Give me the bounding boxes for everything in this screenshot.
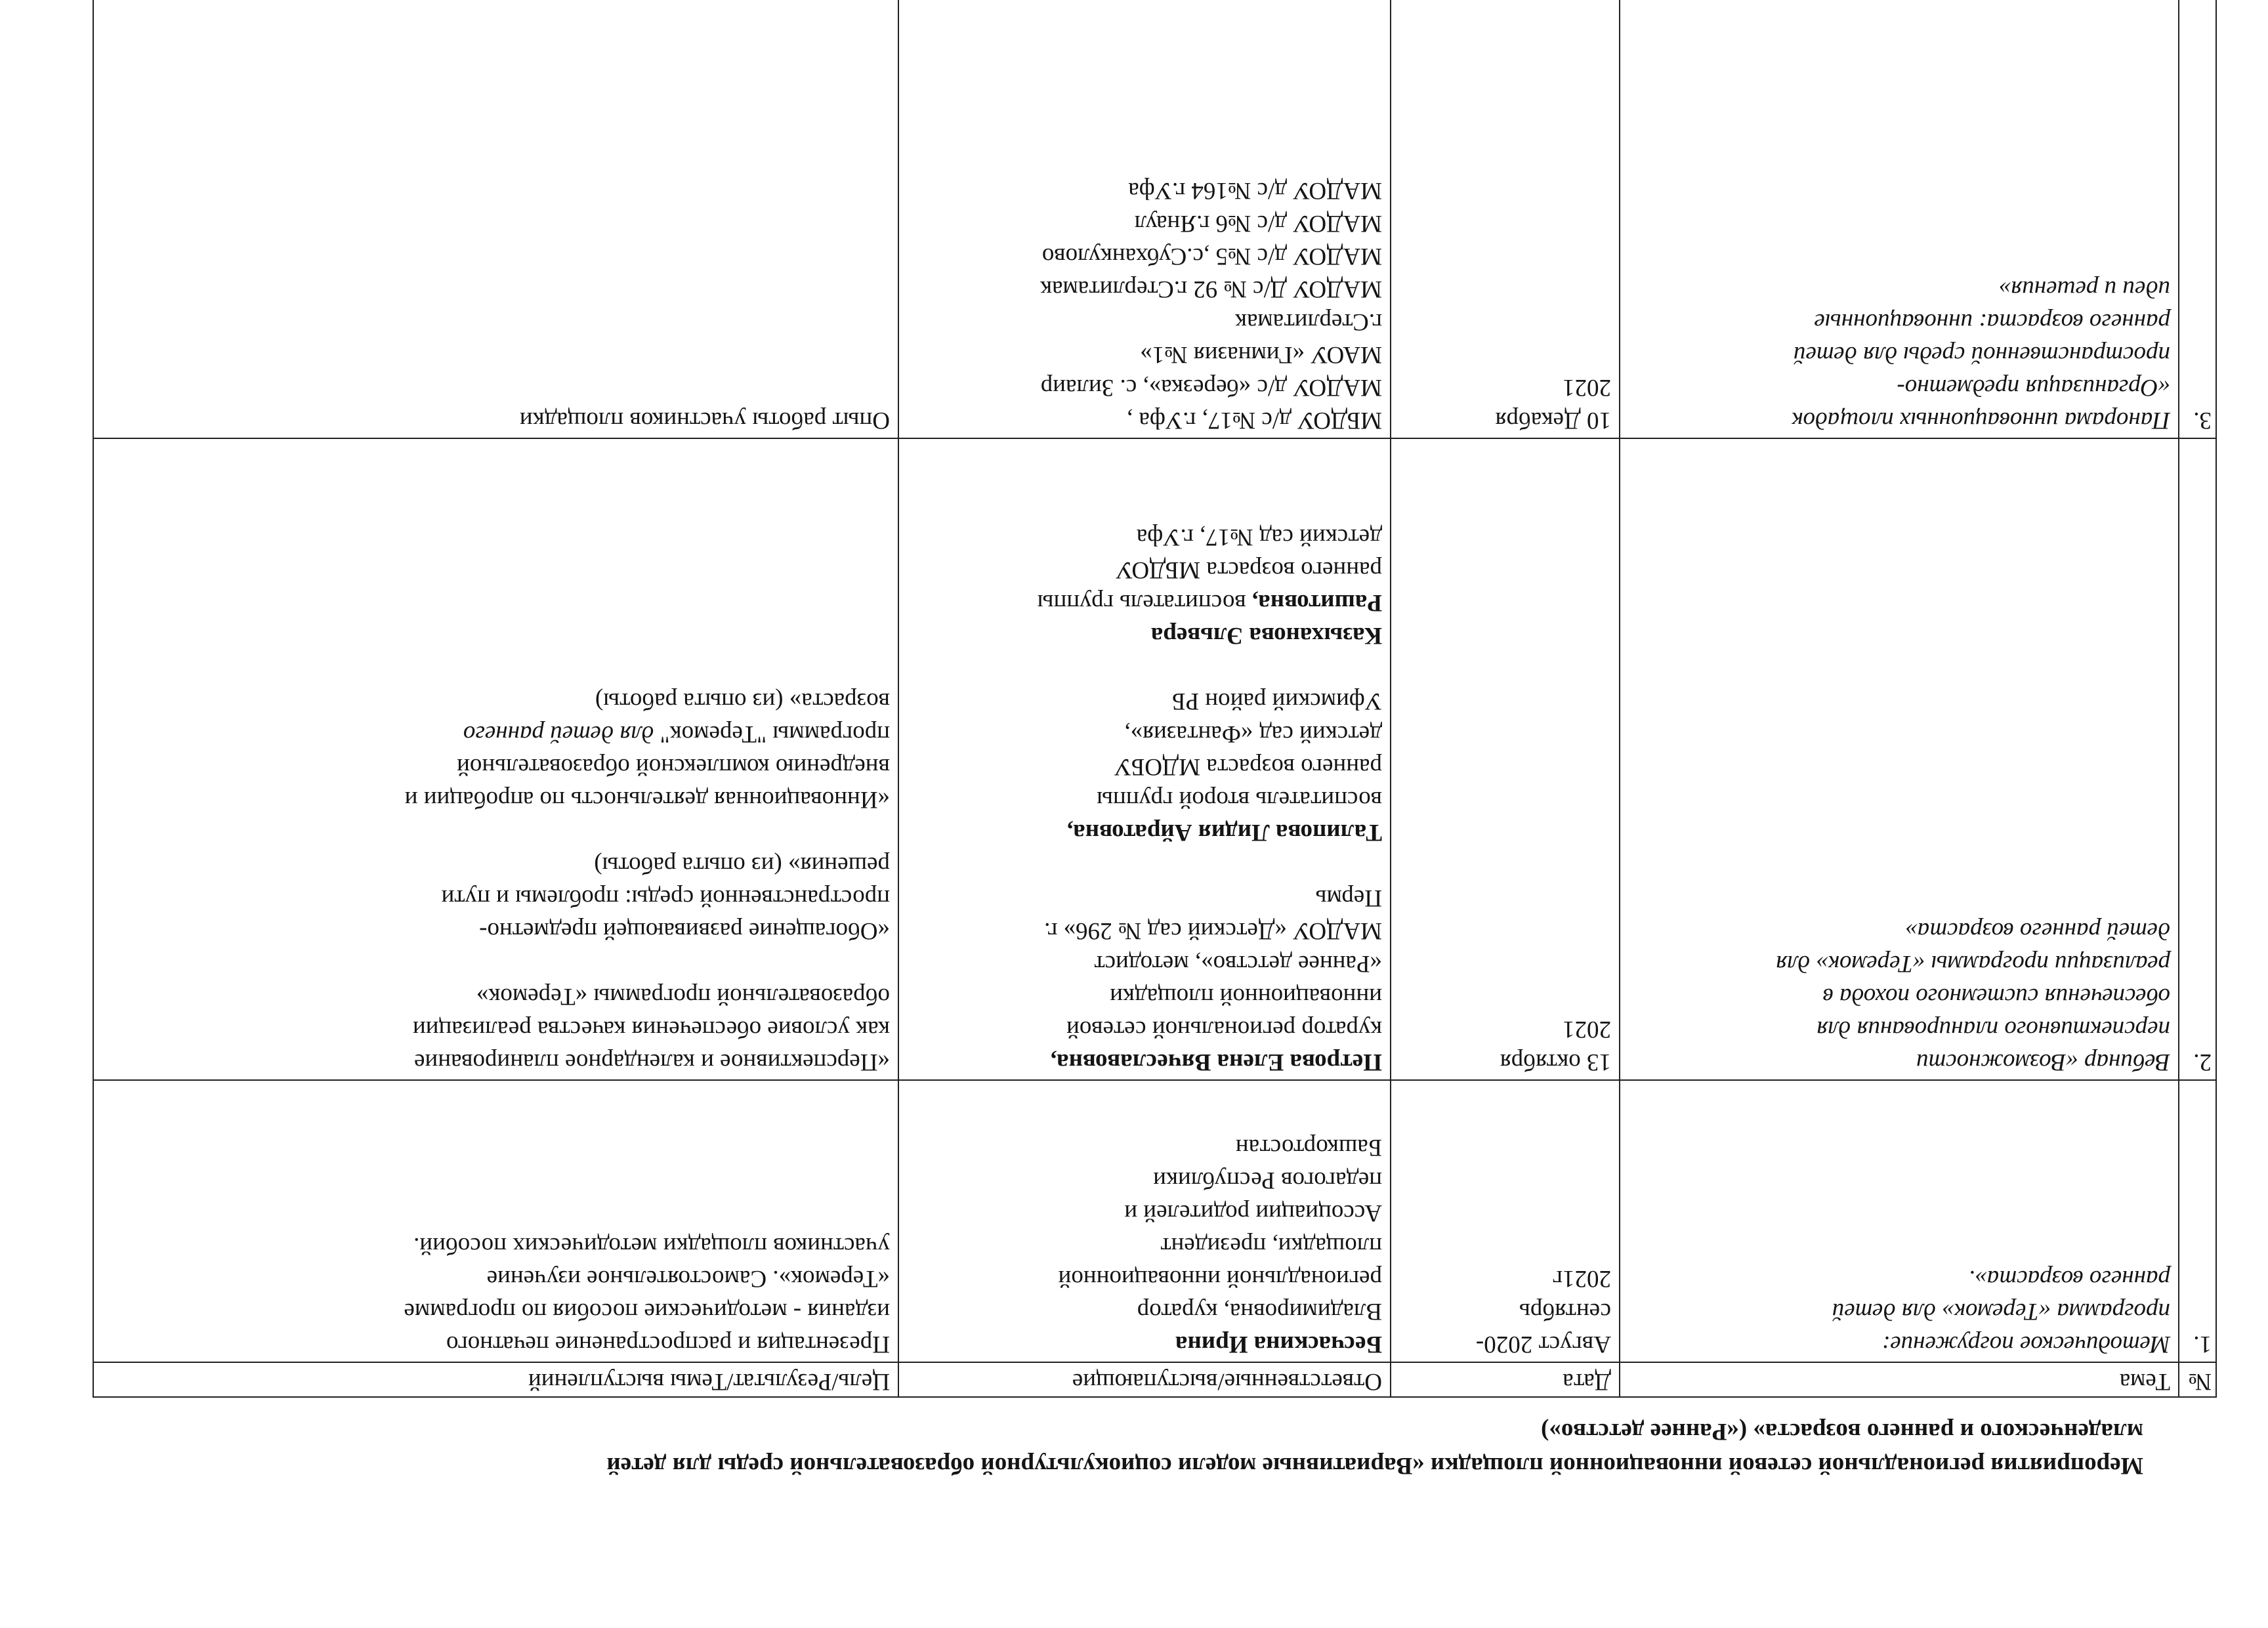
responsible-text: куратор региональной сетевой — [1066, 1016, 1382, 1043]
text-line: 2021 — [1563, 1016, 1611, 1043]
row-number-text: 2. — [2193, 1049, 2212, 1075]
text-line: участников площадки методических пособий. — [413, 1232, 890, 1259]
responsible-name: Бесчаскина Ирина — [1175, 1331, 1382, 1358]
text-line: возраста» (из опыта работы) — [595, 688, 890, 715]
topic-cell — [1620, 438, 2179, 1080]
date-cell — [1391, 1080, 1620, 1362]
text-line: программа «Теремок» для детей — [1832, 1298, 2170, 1325]
responsible-text: МБДОУ д/с №17, г.Уфа , — [1127, 407, 1382, 434]
responsible-cell — [898, 1080, 1391, 1362]
responsible-name: Рашитовна, воспитатель группы — [1037, 589, 1382, 616]
table-row — [93, 1080, 2216, 1362]
text-line — [102, 816, 890, 848]
row-number-text: 1. — [2193, 1331, 2212, 1358]
document-heading — [43, 1414, 2143, 1482]
text-line: обеспечения системного похода в — [1822, 983, 2170, 1010]
responsible-name: Петрова Елена Вячеславовна, — [1050, 1049, 1382, 1075]
table-row — [93, 438, 2216, 1080]
text-line: Методическое погружение: — [1881, 1331, 2170, 1358]
date-cell — [1391, 438, 1620, 1080]
responsible-text: Пермь — [1315, 885, 1382, 911]
result-cell — [93, 1080, 898, 1362]
text-line: 10 Декабря — [1495, 407, 1611, 434]
responsible-text: МАОУ «Гимназия №1» — [1140, 341, 1382, 368]
responsible-text: Ассоциации родителей и — [1124, 1200, 1382, 1226]
responsible-text: раннего возраста МБДОУ — [1116, 556, 1382, 583]
responsible-text: МАДОУ д/с №164 г.Уфа — [1128, 177, 1382, 204]
text-line: образовательной программы «Теремок» — [476, 983, 890, 1010]
topic-cell — [1620, 1080, 2179, 1362]
events-table — [93, 0, 2217, 1398]
text-line: Опыт работы участников площадки — [519, 407, 890, 434]
text-line: сентябрь — [1519, 1298, 1611, 1325]
column-header-date: Дата — [1391, 1362, 1620, 1397]
text-line: пространственной среды: проблемы и пути — [441, 885, 890, 911]
column-header-responsible: Ответственные/выступающие — [898, 1362, 1391, 1397]
responsible-name: Казыханова Эльвера — [1150, 622, 1382, 649]
responsible-cell — [898, 0, 1391, 438]
text-line — [102, 947, 890, 980]
responsible-text: МАДОУ Д/с № 92 г.Стерлитамак — [1040, 276, 1382, 303]
responsible-text: детский сад №17, г.Уфа — [1136, 524, 1382, 551]
responsible-text — [907, 652, 1382, 684]
responsible-text: воспитатель второй группы — [1097, 786, 1382, 813]
text-line: идеи и решения» — [1998, 276, 2170, 303]
text-line: Презентация и распространение печатного — [446, 1331, 890, 1358]
responsible-text: МАДОУ д/с №6 г.Янаул — [1134, 210, 1382, 237]
text-line: раннего возраста». — [1968, 1265, 2170, 1292]
text-line: издания - методические пособия по программе — [404, 1298, 890, 1325]
responsible-text: педагогов Республики — [1153, 1167, 1382, 1194]
text-line: раннего возраста: инновационные — [1814, 308, 2170, 335]
text-line: перспективного планирования для — [1816, 1016, 2170, 1043]
text-line: «Теремок». Самостоятельное изучение — [486, 1265, 890, 1292]
text-line: как условие обеспечения качества реализации — [412, 1016, 890, 1043]
row-number — [2179, 1080, 2216, 1362]
text-line: решения» (из опыта работы) — [594, 852, 890, 879]
responsible-text: Уфимский район РБ — [1171, 688, 1382, 715]
responsible-text: МАДОУ д/с «березка», с. Зилаир — [1040, 374, 1382, 401]
text-line: Август 2020- — [1475, 1331, 1611, 1358]
responsible-text: раннего возраста МДОБУ — [1114, 753, 1382, 780]
responsible-text: МАДОУ «Детский сад № 296» г. — [1044, 917, 1382, 944]
text-line: «Обогащение развивающей предметно- — [479, 917, 890, 944]
date-cell — [1391, 0, 1620, 438]
responsible-name: Талипова Лидия Айратовна, — [1067, 819, 1382, 846]
responsible-text: г.Стерлитамак — [1235, 308, 1382, 335]
responsible-cell — [898, 438, 1391, 1080]
responsible-text: МАДОУ д/с №5 ,с.Субханкулово — [1041, 243, 1382, 270]
table-header-row — [93, 1362, 2216, 1397]
text-line: детей раннего возраста» — [1905, 917, 2170, 944]
responsible-text: Владимировна, куратор — [1137, 1298, 1382, 1325]
row-number — [2179, 0, 2216, 438]
text-line: Панорама инновационных площадок — [1792, 407, 2170, 434]
text-line: внедрению комплексной образовательной — [457, 753, 890, 780]
responsible-text: «Раннее детство», методист — [1094, 950, 1382, 977]
responsible-text: инновационной площадки — [1110, 983, 1382, 1010]
topic-cell — [1620, 0, 2179, 438]
text-line: 2021г — [1552, 1265, 1611, 1292]
text-line: «Инновационная деятельность по апробации и — [404, 786, 890, 813]
text-line: «Организация предметно- — [1897, 374, 2170, 401]
text-line: пространственной среды для детей — [1793, 341, 2170, 368]
text-line: 13 октября — [1500, 1049, 1611, 1075]
responsible-text: регионадльной инновационной — [1058, 1265, 1382, 1292]
row-number — [2179, 438, 2216, 1080]
responsible-text: площадки, президент — [1160, 1232, 1382, 1259]
column-header-result: Цель/Результат/Темы выступлений — [93, 1362, 898, 1397]
table-row — [93, 0, 2216, 438]
responsible-text — [907, 848, 1382, 881]
heading-line-2: младенческого и раннего возраста» («Раннее детство») — [1541, 1418, 2143, 1445]
text-line: «Перспективное и календарное планирование — [414, 1049, 890, 1075]
text-line: программы "Теремок" для детей раннего — [463, 720, 890, 747]
text-line: реализации программы «Теремок» для — [1775, 950, 2170, 977]
text-line: 2021 — [1563, 374, 1611, 401]
responsible-text: Башкортостан — [1235, 1134, 1382, 1161]
responsible-text: детский сад «Фантазия», — [1124, 720, 1382, 747]
text-line: Вебинар «Возможности — [1916, 1049, 2170, 1075]
heading-line-1: Мероприятия регионадльной сетевой инновационной площадки «Вариативные модели социокультурной образовательной среды для детей — [606, 1452, 2143, 1479]
row-number-text: 3. — [2193, 407, 2212, 434]
result-cell — [93, 438, 898, 1080]
result-cell — [93, 0, 898, 438]
column-header-topic: Тема — [1620, 1362, 2179, 1397]
column-header-number: № — [2179, 1362, 2216, 1397]
